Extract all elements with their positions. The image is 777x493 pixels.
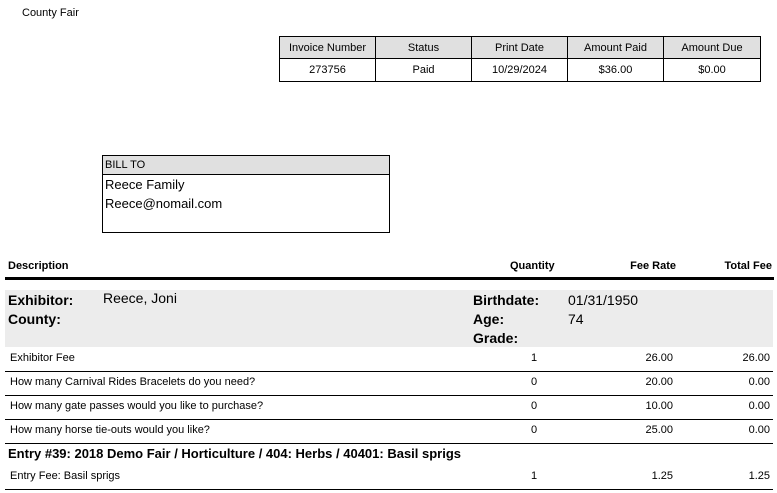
bill-to-heading: BILL TO (103, 156, 389, 175)
line-item-quantity: 0 (530, 376, 538, 388)
total-fee-column-header: Total Fee (724, 260, 772, 272)
exhibitor-label: Exhibitor: (8, 292, 74, 308)
birthdate-value: 01/31/1950 (568, 292, 639, 308)
entry-title: Entry #39: 2018 Demo Fair / Horticulture / 404: Herbs / 40401: Basil sprigs (8, 446, 462, 461)
description-column-header: Description (8, 260, 69, 272)
entry-fee-quantity: 1 (530, 470, 538, 482)
entry-fee-row (5, 465, 773, 490)
line-item-row (5, 419, 773, 444)
line-item-row (5, 395, 773, 420)
county-label: County: (8, 311, 61, 327)
bill-to-name: Reece Family (105, 177, 185, 192)
age-value: 74 (568, 311, 584, 327)
age-label: Age: (473, 311, 505, 327)
summary-value-row (280, 59, 761, 82)
line-item-fee-rate: 20.00 (645, 376, 673, 388)
summary-header-row (280, 37, 761, 59)
line-item-total: 0.00 (748, 400, 770, 412)
line-item-quantity: 0 (530, 400, 538, 412)
invoice-number-value: 273756 (280, 59, 376, 82)
entry-fee-description: Entry Fee: Basil sprigs (10, 470, 121, 482)
line-item-row (5, 371, 773, 396)
line-item-fee-rate: 26.00 (645, 352, 673, 364)
birthdate-label: Birthdate: (473, 292, 540, 308)
entry-fee-rate: 1.25 (651, 470, 673, 482)
line-item-description: Exhibitor Fee (10, 352, 75, 364)
exhibitor-name: Reece, Joni (103, 290, 177, 306)
line-item-quantity: 0 (530, 424, 538, 436)
line-item-total: 26.00 (742, 352, 770, 364)
print-date-value: 10/29/2024 (472, 59, 568, 82)
invoice-summary-table (279, 36, 761, 82)
bill-to-email: Reece@nomail.com (105, 196, 223, 211)
column-header-rule (5, 277, 774, 280)
line-item-description: How many Carnival Rides Bracelets do you need? (10, 376, 256, 388)
amount-paid-value: $36.00 (568, 59, 664, 82)
amount-due-value: $0.00 (664, 59, 761, 82)
line-item-row (5, 347, 773, 372)
line-item-description: How many gate passes would you like to purchase? (10, 400, 264, 412)
fee-rate-column-header: Fee Rate (630, 260, 676, 272)
amount-due-header: Amount Due (664, 37, 761, 59)
line-item-fee-rate: 25.00 (645, 424, 673, 436)
quantity-column-header: Quantity (510, 260, 555, 272)
line-item-quantity: 1 (530, 352, 538, 364)
line-item-total: 0.00 (748, 376, 770, 388)
grade-label: Grade: (473, 330, 519, 346)
status-header: Status (376, 37, 472, 59)
invoice-number-header: Invoice Number (280, 37, 376, 59)
status-value: Paid (376, 59, 472, 82)
entry-fee-total: 1.25 (748, 470, 770, 482)
bill-to-box (102, 155, 390, 233)
line-item-total: 0.00 (748, 424, 770, 436)
line-item-description: How many horse tie-outs would you like? (10, 424, 210, 436)
line-item-fee-rate: 10.00 (645, 400, 673, 412)
organization-name: County Fair (22, 7, 79, 19)
amount-paid-header: Amount Paid (568, 37, 664, 59)
exhibitor-info-band (5, 290, 773, 347)
print-date-header: Print Date (472, 37, 568, 59)
